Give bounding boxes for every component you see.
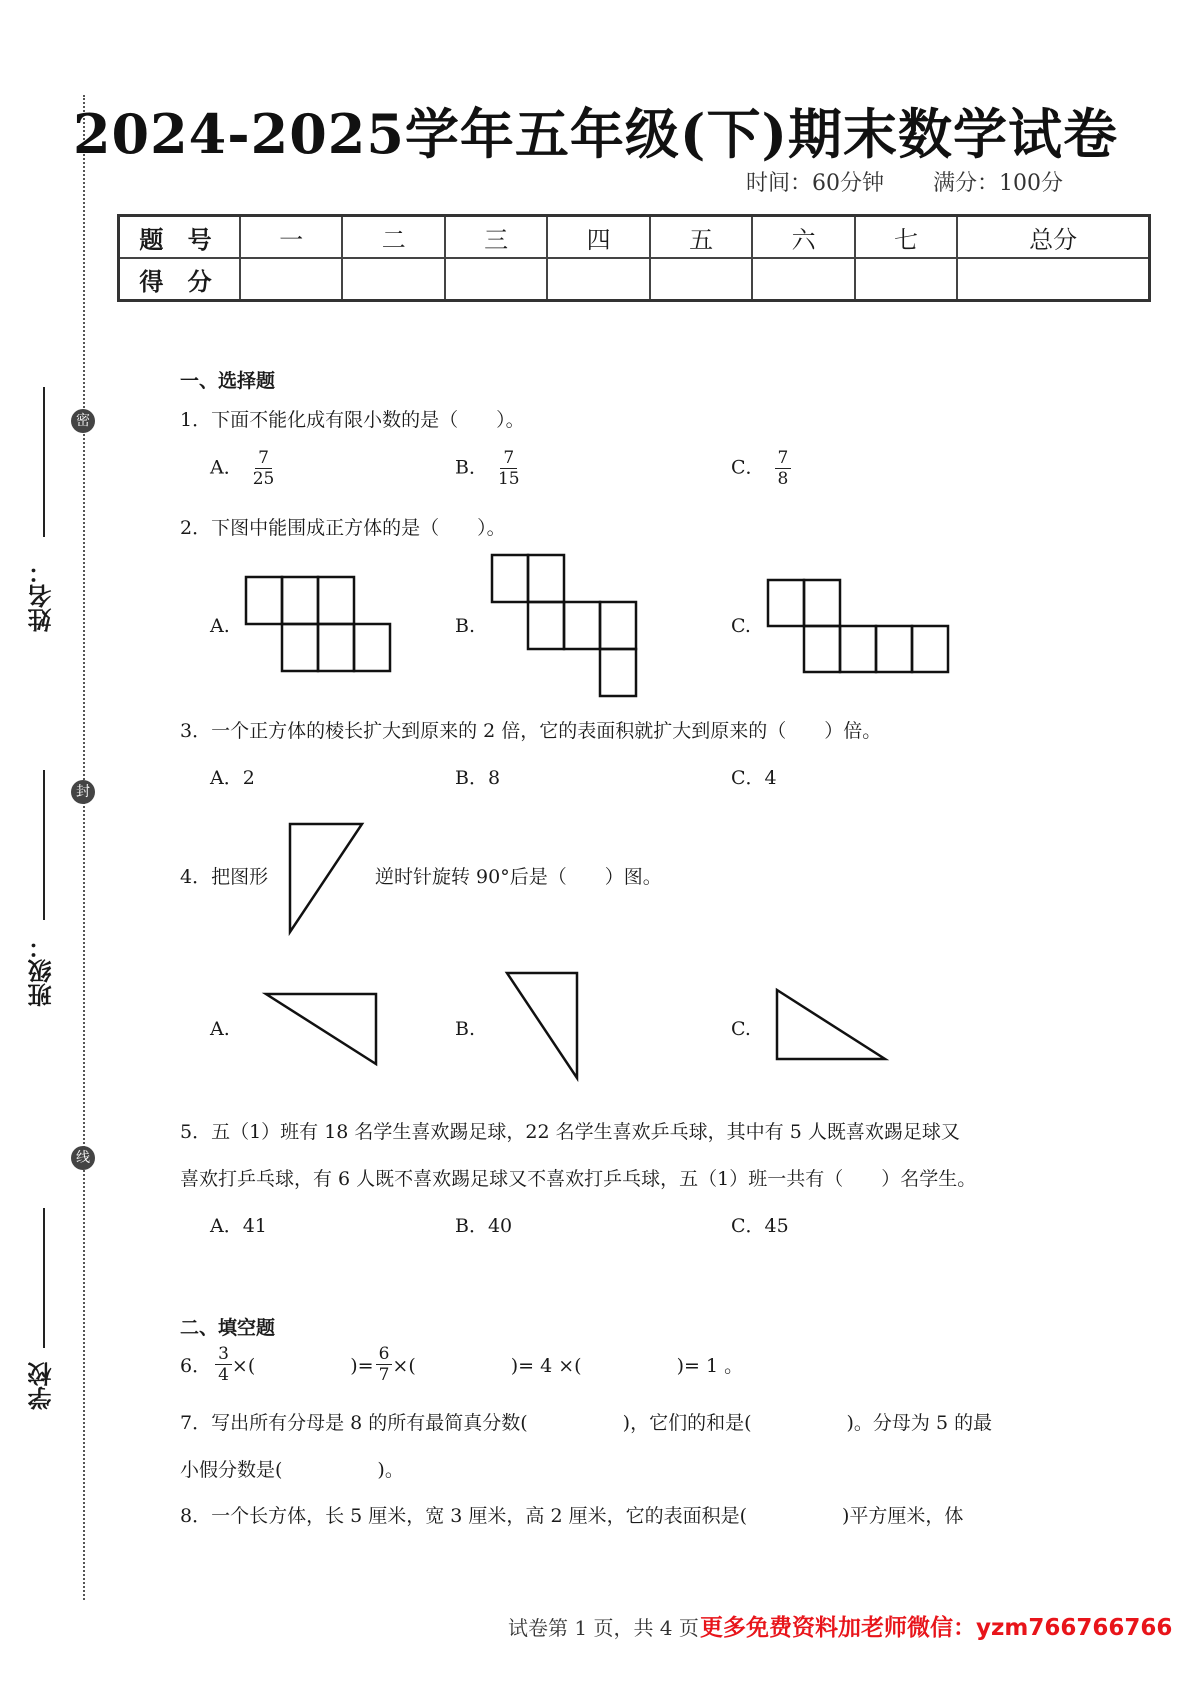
col-total: 总分 xyxy=(957,216,1149,259)
denominator: 8 xyxy=(777,469,789,489)
question-5-line-1: 5．五（1）班有 18 名学生喜欢踢足球，22 名学生喜欢乒乓球，其中有 5 人既喜欢踢足球又 xyxy=(180,1121,960,1143)
q6-blank-1[interactable]: ×( )= xyxy=(231,1355,374,1377)
col-7: 七 xyxy=(855,216,957,259)
page-number: 试卷第 1 页，共 4 页 xyxy=(508,1616,699,1640)
q4-option-b-triangle xyxy=(507,973,577,1078)
col-5: 五 xyxy=(650,216,752,259)
q3-option-c[interactable]: C．4 xyxy=(731,767,777,789)
q4-option-a-label[interactable]: A. xyxy=(210,1018,230,1040)
q5-option-c[interactable]: C．45 xyxy=(731,1215,789,1237)
question-number-label: 题 号 xyxy=(119,216,241,259)
question-7-line-1: 7．写出所有分母是 8 的所有最简真分数( )，它们的和是( )。分母为 5 的最 xyxy=(180,1412,993,1434)
full-score: 满分：100分 xyxy=(933,171,1063,196)
col-4: 四 xyxy=(547,216,649,259)
question-7-line-2: 小假分数是( )。 xyxy=(180,1459,404,1481)
denominator: 15 xyxy=(497,469,520,489)
numerator: 3 xyxy=(215,1344,232,1365)
question-2-text: 2．下图中能围成正方体的是（ ）。 xyxy=(180,517,506,539)
cube-net-c-figure xyxy=(768,580,948,672)
fraction-3-4 xyxy=(215,1344,232,1385)
option-label: B． xyxy=(455,456,488,479)
q6-number: 6． xyxy=(180,1355,212,1377)
option-label: A． xyxy=(210,456,243,479)
col-2: 二 xyxy=(342,216,444,259)
q3-option-b[interactable]: B．8 xyxy=(455,767,501,789)
q6-blanks-2-3[interactable]: ×( )= 4 ×( )= 1 。 xyxy=(392,1355,744,1377)
page-title: 2024-2025学年五年级(下)期末数学试卷 xyxy=(72,102,1119,166)
col-3: 三 xyxy=(445,216,547,259)
q2-option-b-label[interactable]: B. xyxy=(455,615,476,637)
time-limit: 时间：60分钟 xyxy=(746,171,884,196)
question-1-text: 1．下面不能化成有限小数的是（ ）。 xyxy=(180,409,525,431)
denominator: 25 xyxy=(252,469,275,489)
numerator: 7 xyxy=(500,448,517,469)
seal-mi-icon: 密 xyxy=(71,409,95,433)
cube-net-b-figure xyxy=(492,555,636,696)
numerator: 7 xyxy=(255,448,272,469)
question-4-suffix: 逆时针旋转 90°后是（ ）图。 xyxy=(375,866,662,888)
numerator: 7 xyxy=(775,448,792,469)
denominator: 7 xyxy=(378,1365,390,1385)
question-5-line-2: 喜欢打乒乓球，有 6 人既不喜欢踢足球又不喜欢打乒乓球，五（1）班一共有（ ）名学生。 xyxy=(180,1168,977,1190)
q4-triangle-figure xyxy=(290,824,362,932)
school-field-label: 学校 xyxy=(28,1362,56,1410)
q5-option-a[interactable]: A．41 xyxy=(210,1215,267,1237)
question-3-text: 3．一个正方体的棱长扩大到原来的 2 倍，它的表面积就扩大到原来的（ ）倍。 xyxy=(180,720,882,742)
q2-option-a-label[interactable]: A. xyxy=(210,615,230,637)
fraction-6-7 xyxy=(376,1344,393,1385)
question-4-prefix: 4．把图形 xyxy=(180,866,269,888)
seal-feng-icon: 封 xyxy=(71,780,95,804)
score-label: 得 分 xyxy=(119,258,241,301)
section-1-title: 一、选择题 xyxy=(180,370,276,392)
section-2-title: 二、填空题 xyxy=(180,1317,276,1339)
question-8-line-1: 8．一个长方体，长 5 厘米，宽 3 厘米，高 2 厘米，它的表面积是( )平方厘米，体 xyxy=(180,1505,964,1527)
numerator: 6 xyxy=(376,1344,393,1365)
cube-net-a-figure xyxy=(246,577,390,671)
question-6 xyxy=(180,1344,743,1385)
col-6: 六 xyxy=(752,216,854,259)
q4-option-c-label[interactable]: C. xyxy=(731,1018,751,1040)
name-field-label: 姓名： xyxy=(28,560,56,632)
promo-text: 更多免费资料加老师微信：yzm766766766 xyxy=(700,1615,1173,1641)
q2-option-c-label[interactable]: C. xyxy=(731,615,751,637)
q4-option-b-label[interactable]: B. xyxy=(455,1018,476,1040)
q4-option-a-triangle xyxy=(266,994,376,1064)
denominator: 4 xyxy=(218,1365,229,1385)
q4-option-c-triangle xyxy=(777,990,885,1059)
q5-option-b[interactable]: B．40 xyxy=(455,1215,513,1237)
q3-option-a[interactable]: A．2 xyxy=(210,767,255,789)
option-label: C． xyxy=(731,456,765,479)
col-1: 一 xyxy=(240,216,342,259)
class-field-label: 班级： xyxy=(28,935,56,1007)
seal-xian-icon: 线 xyxy=(71,1146,95,1170)
